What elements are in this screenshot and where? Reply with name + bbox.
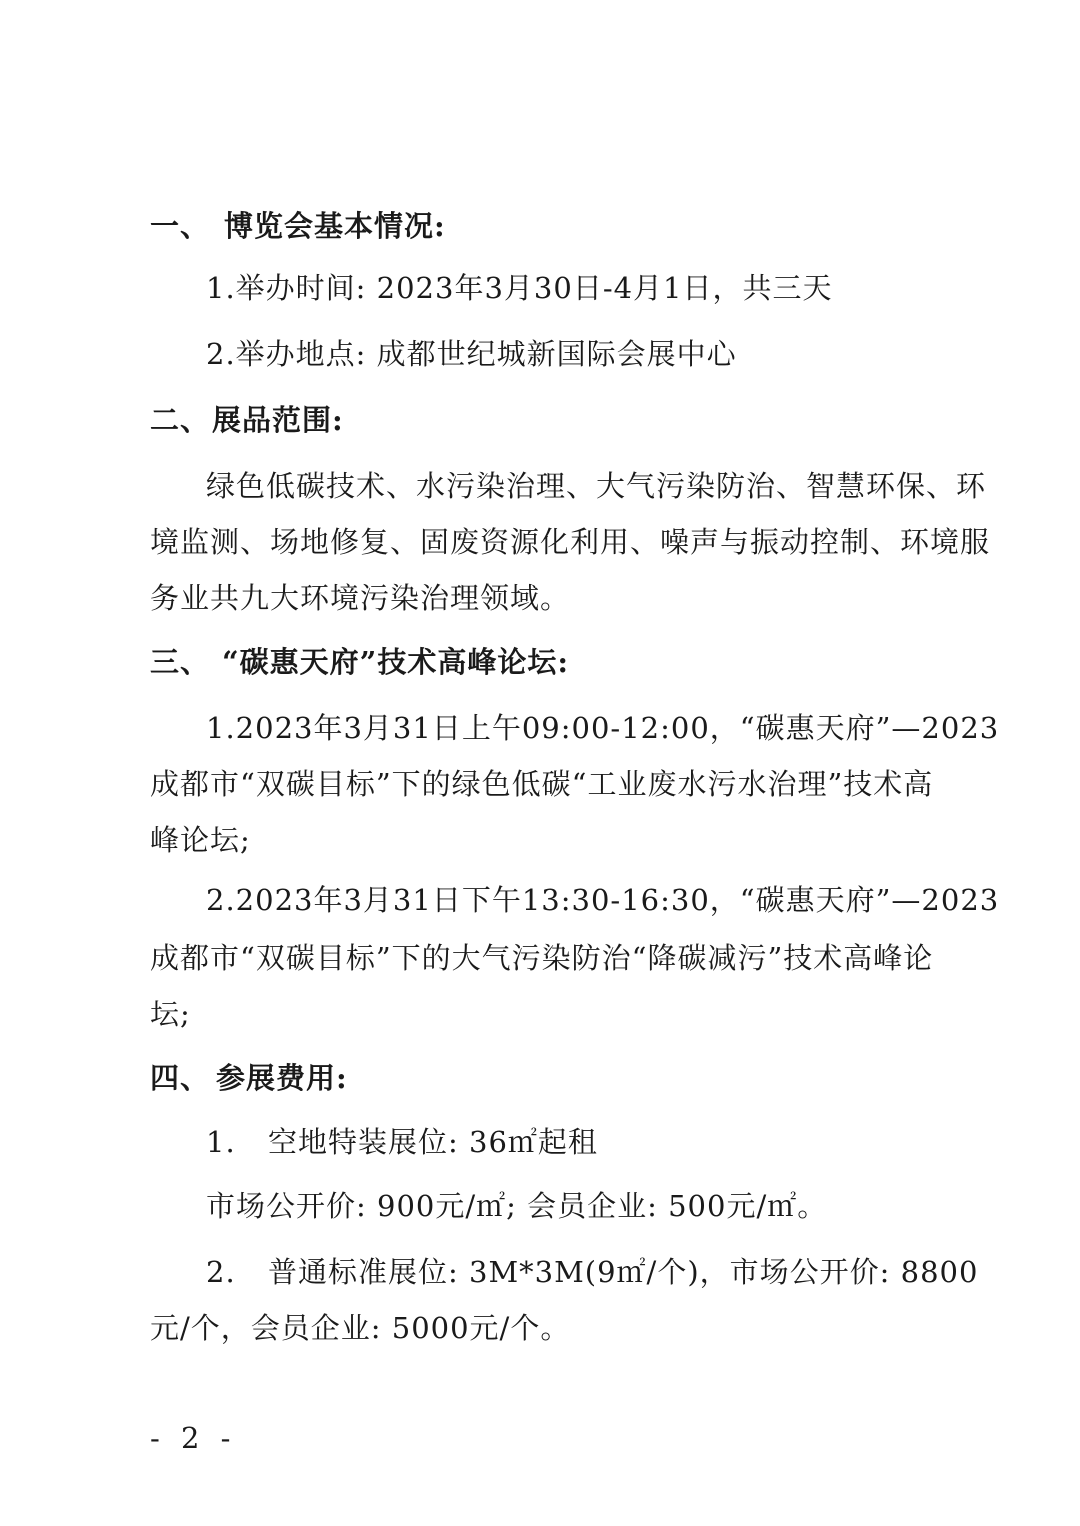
- section-1-item-1: 1.举办时间: 2023年3月30日-4月1日，共三天: [206, 271, 833, 305]
- section-4-item-1-price: 市场公开价: 900元/㎡; 会员企业: 500元/㎡。: [206, 1189, 828, 1223]
- section-1-number: 一、: [150, 209, 211, 243]
- section-2-number: 二、: [150, 403, 211, 437]
- section-4-item-2-line-2: 元/个，会员企业: 5000元/个。: [150, 1311, 571, 1345]
- section-4-item-2-text: 普通标准展位: 3M*3M(9㎡/个)，市场公开价: 8800: [268, 1255, 979, 1289]
- section-4-item-1-text: 空地特装展位: 36㎡起租: [268, 1125, 598, 1159]
- section-3-item-1-line-2: 成都市“双碳目标”下的绿色低碳“工业废水污水治理”技术高: [150, 767, 934, 801]
- section-2-paragraph-line-3: 务业共九大环境污染治理领域。: [150, 581, 571, 615]
- section-3-item-2-line-2: 成都市“双碳目标”下的大气污染防治“降碳减污”技术高峰论: [150, 941, 934, 975]
- section-4-title: 参展费用:: [216, 1061, 348, 1095]
- section-2-paragraph-line-2: 境监测、场地修复、固废资源化利用、噪声与振动控制、环境服: [150, 525, 991, 559]
- page-number: - 2 -: [150, 1421, 237, 1455]
- section-3-item-1-line-1: 1.2023年3月31日上午09:00-12:00，“碳惠天府”—2023: [206, 711, 1000, 745]
- section-4-item-2-number: 2.: [206, 1255, 236, 1289]
- section-3-heading: [150, 642, 569, 682]
- section-4-item-1-number: 1.: [206, 1125, 236, 1159]
- section-4-heading: [150, 1058, 348, 1098]
- section-4-item-1: [206, 1122, 598, 1162]
- section-3-item-2-line-3: 坛;: [150, 997, 191, 1031]
- section-2-title: 展品范围:: [212, 403, 344, 437]
- section-4-number: 四、: [150, 1061, 211, 1095]
- section-3-number: 三、: [150, 645, 211, 679]
- section-2-heading: [150, 400, 344, 440]
- section-4-item-2: [206, 1252, 978, 1292]
- section-3-item-2-line-1: 2.2023年3月31日下午13:30-16:30，“碳惠天府”—2023: [206, 883, 1000, 917]
- section-1-title: 博览会基本情况:: [224, 209, 446, 243]
- section-1-heading: [150, 206, 446, 246]
- section-2-paragraph-line-1: 绿色低碳技术、水污染治理、大气污染防治、智慧环保、环: [206, 469, 987, 503]
- section-3-item-1-line-3: 峰论坛;: [150, 823, 251, 857]
- section-3-title: “碳惠天府”技术高峰论坛:: [222, 645, 570, 679]
- section-1-item-2: 2.举办地点: 成都世纪城新国际会展中心: [206, 337, 737, 371]
